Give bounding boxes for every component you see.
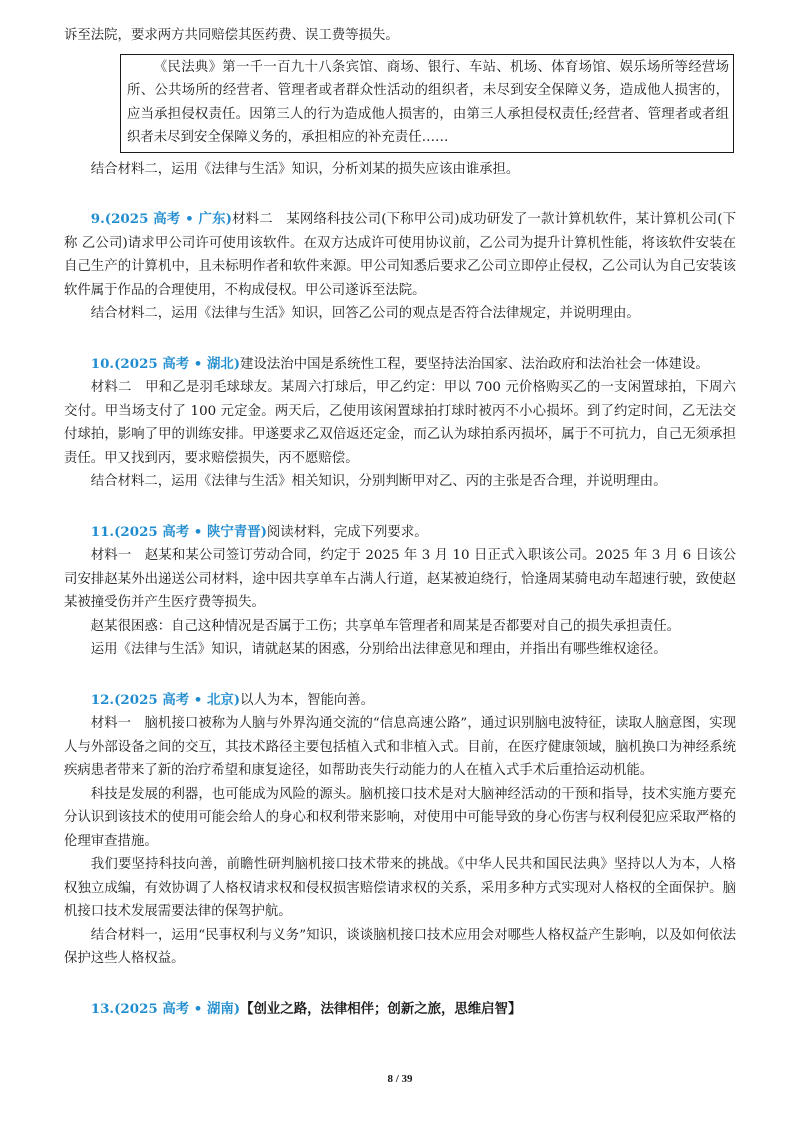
question-11 — [64, 521, 736, 662]
civil-code-quote-box — [120, 54, 734, 153]
question-13 — [64, 998, 736, 1022]
civil-code-quote: 《民法典》第一千一百九十八条宾馆、商场、银行、车站、机场、体育场馆、娱乐场所等经营场所、公共场所的经营者、管理者或者群众性活动的组织者，未尽到安全保障义务，造成他人损害的，应当承担侵权责任。因第三人的行为造成他人损害的，由第三人承担侵权责任;经营者、管理者或者组织者未尽到安全保障义务的，承担相应的补充责任…… — [127, 59, 729, 145]
question-source: (2025 高考 • 湖南) — [114, 1000, 241, 1017]
document-page — [64, 24, 736, 1021]
question-head-text: 建设法治中国是系统性工程，要坚持法治国家、法治政府和法治社会一体建设。 — [240, 356, 709, 372]
question-number: 12. — [90, 691, 115, 708]
question-9-head — [64, 208, 736, 302]
question-head-text: 【创业之路，法律相伴；创新之旅，思维启智】 — [240, 1000, 522, 1017]
question-number: 10. — [90, 355, 115, 372]
question-source: (2025 高考 • 湖北) — [114, 355, 241, 372]
question-10 — [64, 353, 736, 494]
question-source: (2025 高考 • 北京) — [114, 691, 241, 708]
question-12-paragraph: 科技是发展的利器，也可能成为风险的源头。脑机接口技术是对大脑神经活动的干预和指导，技术实施方要充分认识到该技术的使用可能会给人的身心和权利带来影响，对使用中可能导致的身心伤害与权利侵犯应采取严格的伦理审查措施。 — [64, 786, 736, 849]
question-number: 9. — [90, 211, 105, 227]
question-12-paragraph: 材料一 脑机接口被称为人脑与外界沟通交流的“信息高速公路”，通过识别脑电波特征，读取人脑意图，实现人与外部设备之间的交互，其技术路径主要包括植入式和非植入式。目前，在医疗健康领域，脑机换口为神经系统疾病患者带来了新的治疗希望和康复途径，如帮助丧失行动能力的人在植入式手术后重拾运动机能。 — [64, 716, 736, 778]
question-9-paragraph: 结合材料二，运用《法律与生活》知识，回答乙公司的观点是否符合法律规定，并说明理由。 — [90, 306, 640, 321]
question-10-paragraph: 材料二 甲和乙是羽毛球球友。某周六打球后，甲乙约定：甲以 700 元价格购买乙的一支闲置球拍，下周六交付。甲当场支付了 100 元定金。两天后，乙使用该闲置球拍打球时被丙不小心损坏。到了约定时间，乙无法交付球拍，影响了甲的训练安排。甲遂要求乙双倍返还定金，而乙认为球拍系丙损坏，属于不可抗力，自己无须承担责任。甲又找到丙，要求赔偿损失，丙不愿赔偿。 — [64, 380, 736, 466]
question-9 — [64, 208, 736, 326]
question-11-paragraph: 材料一 赵某和某公司签订劳动合同，约定于 2025 年 3 月 10 日正式入职该公司。2025 年 3 月 6 日该公司安排赵某外出递送公司材料，途中因共享单车占满人行道，赵某被迫绕行，恰逢周某骑电动车超速行驶，致使赵某被撞受伤并产生医疗费等损失。 — [64, 548, 736, 610]
question-head-text: 以人为本，智能向善。 — [240, 692, 375, 708]
question-source: (2025 高考 • 广东) — [104, 211, 232, 227]
question-10-paragraph: 结合材料二，运用《法律与生活》相关知识，分别判断甲对乙、丙的主张是否合理，并说明理由。 — [90, 474, 667, 489]
question-11-paragraph: 赵某很困惑：自己这种情况是否属于工伤；共享单车管理者和周某是否都要对自己的损失承担责任。 — [90, 618, 680, 634]
question-source: (2025 高考 • 陕宁青晋) — [114, 523, 267, 540]
page-number: 8 / 39 — [387, 1073, 413, 1085]
question-12-head — [64, 689, 736, 713]
intro-line: 诉至法院，要求两方共同赔偿其医药费、误工费等损失。 — [64, 28, 399, 43]
page-current: 8 — [387, 1073, 393, 1085]
question-12 — [64, 689, 736, 971]
question-number: 11. — [90, 523, 115, 540]
question-13-head — [64, 998, 736, 1022]
question-12-paragraph: 我们要坚持科技向善，前瞻性研判脑机接口技术带来的挑战。《中华人民共和国民法典》坚持以人为本，人格权独立成编，有效协调了人格权请求权和侵权损害赔偿请求权的关系，采用多种方式实现对人格权的全面保护。脑机接口技术发展需要法律的保驾护航。 — [64, 857, 736, 919]
question-11-head — [64, 521, 736, 545]
page-total: 39 — [401, 1073, 413, 1085]
question-number: 13. — [90, 1000, 115, 1017]
question-head-text: 阅读材料，完成下列要求。 — [266, 524, 428, 540]
previous-question-task: 结合材料二，运用《法律与生活》知识，分析刘某的损失应该由谁承担。 — [90, 161, 520, 177]
question-12-paragraph: 结合材料一，运用“民事权利与义务”知识，谈谈脑机接口技术应用会对哪些人格权益产生影响，以及如何依法保护这些人格权益。 — [64, 927, 736, 966]
question-head-text: 材料二 某网络科技公司(下称甲公司)成功研发了一款计算机软件，某计算机公司(下称 乙公司)请求甲公司许可使用该软件。在双方达成许可使用协议前，乙公司为提升计算机性能，将该软件安装在自己生产的计算机中，且未标明作者和软件来源。甲公司知悉后要求乙公司立即停止侵权，乙公司认为自己安装该软件属于作品的合理使用，不构成侵权。甲公司遂诉至法院。 — [64, 212, 737, 298]
question-11-paragraph: 运用《法律与生活》知识，请就赵某的困惑，分别给出法律意见和理由，并指出有哪些维权途径。 — [90, 642, 667, 657]
question-10-head — [64, 353, 736, 377]
